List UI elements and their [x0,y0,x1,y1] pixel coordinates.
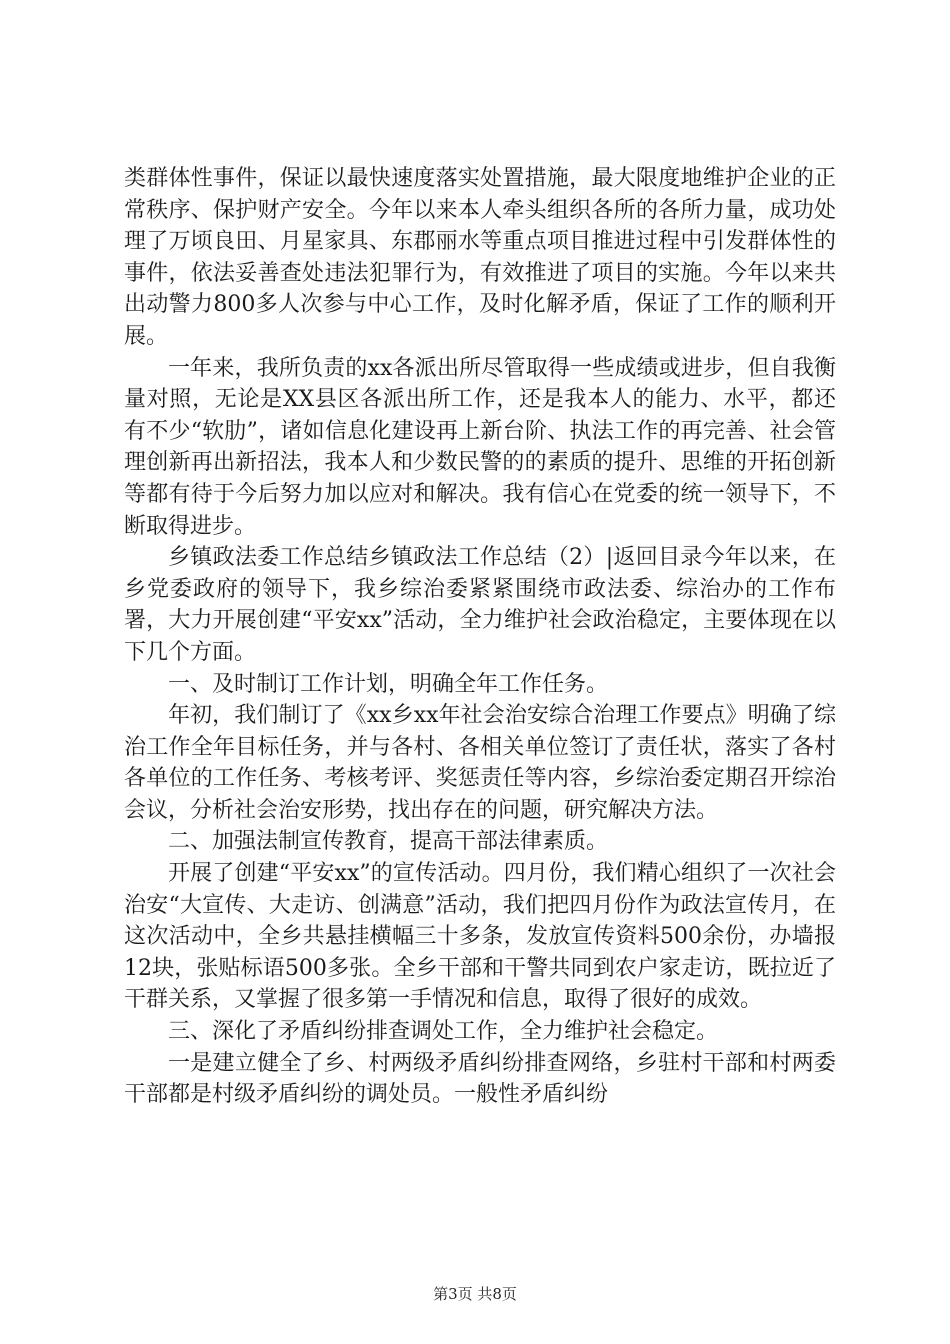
paragraph-1: 类群体性事件，保证以最快速度落实处置措施，最大限度地维护企业的正常秩序、保护财产安全。今年以来本人牵头组织各所的各所力量，成功处理了万顷良田、月星家具、东郡丽水等重点项目推进过程中引发群体性的事件，依法妥善查处违法犯罪行为，有效推进了项目的实施。今年以来共出动警力800多人次参与中心工作，及时化解矛盾，保证了工作的顺利开展。 [124,166,836,349]
body-text [124,163,836,1111]
paragraph-3: 乡镇政法委工作总结乡镇政法工作总结（2）|返回目录今年以来，在乡党委政府的领导下，我乡综治委紧紧围绕市政法委、综治办的工作布署，大力开展创建“平安xx”活动，全力维护社会政治稳定，主要体现在以下几个方面。 [124,545,836,665]
page-number-footer: 第3页 共8页 [433,1285,517,1303]
paragraph-5: 开展了创建“平安xx”的宣传活动。四月份，我们精心组织了一次社会治安“大宣传、大走访、创满意”活动，我们把四月份作为政法宣传月，在这次活动中，全乡共悬挂横幅三十多条，发放宣传资料500余份，办墙报12块，张贴标语500多张。全乡干部和干警共同到农户家走访，既拉近了干群关系，又掌握了很多第一手情况和信息，取得了很好的成效。 [124,861,836,1013]
heading-section-2: 二、加强法制宣传教育，提高干部法律素质。 [168,829,609,855]
paragraph-6: 一是建立健全了乡、村两级矛盾纠纷排查网络，乡驻村干部和村两委干部都是村级矛盾纠纷的调处员。一般性矛盾纠纷 [124,1050,836,1108]
paragraph-4: 年初，我们制订了《xx乡xx年社会治安综合治理工作要点》明确了综治工作全年目标任务，并与各村、各相关单位签订了责任状，落实了各村各单位的工作任务、考核考评、奖惩责任等内容，乡综治委定期召开综治会议，分析社会治安形势，找出存在的问题，研究解决方法。 [124,703,836,823]
paragraph-2: 一年来，我所负责的xx各派出所尽管取得一些成绩或进步，但自我衡量对照，无论是XX县区各派出所工作，还是我本人的能力、水平，都还有不少“软肋”，诸如信息化建设再上新台阶、执法工作的再完善、社会管理创新再出新招法，我本人和少数民警的的素质的提升、思维的开拓创新等都有待于今后努力加以应对和解决。我有信心在党委的统一领导下，不断取得进步。 [124,355,836,539]
heading-section-3: 三、深化了矛盾纠纷排查调处工作，全力维护社会稳定。 [168,1019,719,1045]
heading-section-1: 一、及时制订工作计划，明确全年工作任务。 [168,671,609,697]
